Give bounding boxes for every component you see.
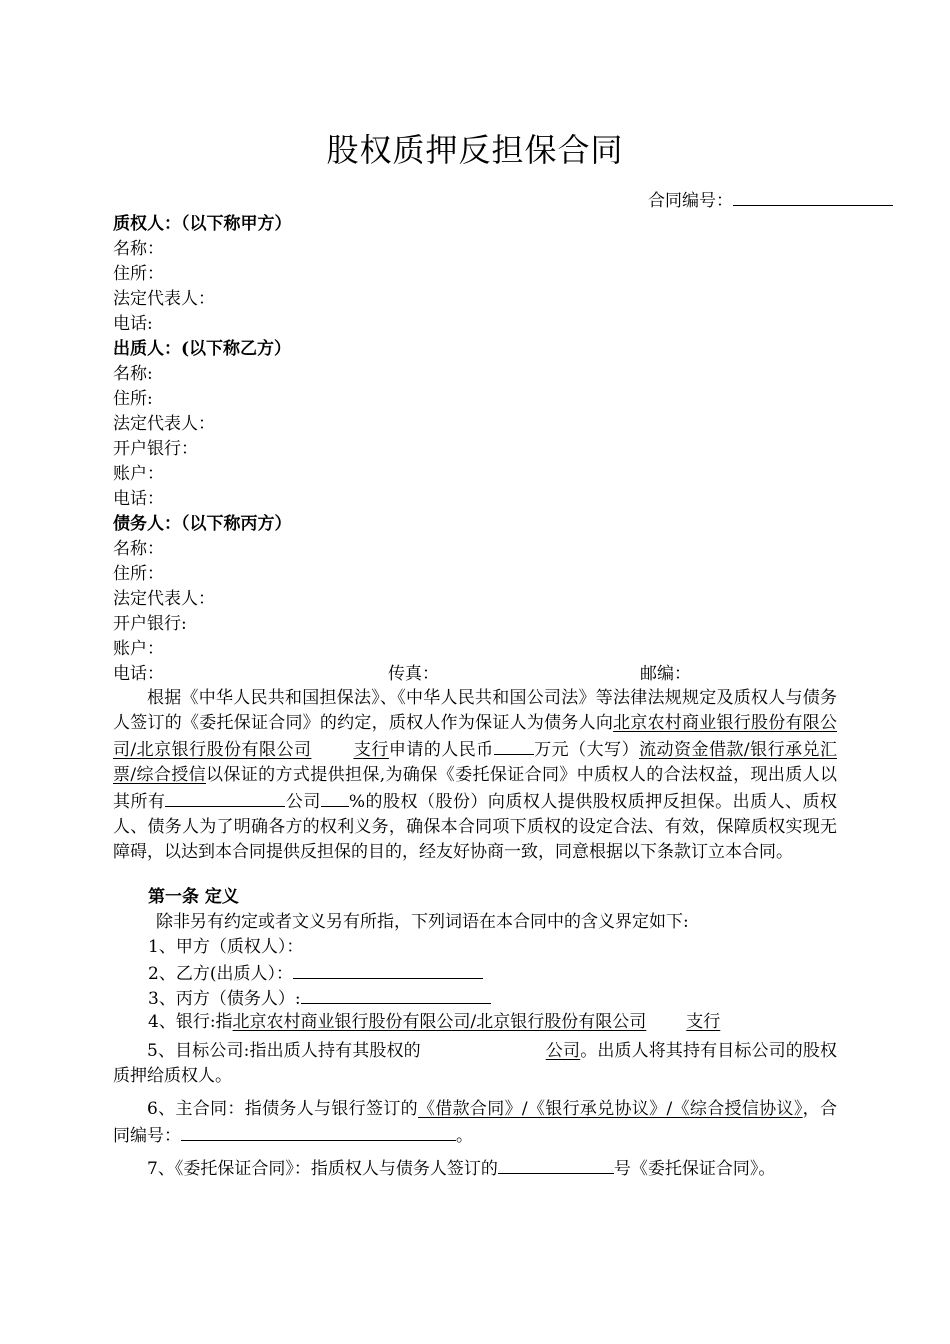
debtor-zip: 邮编： xyxy=(640,664,691,684)
def-6-text-c: 。 xyxy=(456,1126,473,1146)
debtor-bank: 开户银行: xyxy=(113,614,187,634)
def-4-label: 4、银行:指 xyxy=(148,1012,233,1032)
pledgor-address: 住所: xyxy=(113,389,153,409)
def-6 xyxy=(113,1097,837,1149)
def-1: 1、甲方（质权人）： xyxy=(148,937,304,957)
article1-lead: 除非另有约定或者文义另有所指，下列词语在本合同中的含义界定如下: xyxy=(156,912,689,932)
intro-text-3: 万元（大写） xyxy=(533,740,640,760)
def-5-text-a: 5、目标公司:指出质人持有其股权的 xyxy=(147,1041,421,1061)
pledgor-rep: 法定代表人： xyxy=(113,414,215,434)
intro-credit-type-underlined: 流动资金借款/银行承兑汇票/综合授信 xyxy=(113,740,838,785)
article1-heading: 第一条 定义 xyxy=(148,887,239,907)
contract-number-label: 合同编号： xyxy=(648,191,733,211)
pledgee-phone: 电话: xyxy=(113,314,153,334)
def-6-contracts-underlined: 《借款合同》/《银行承兑协议》/《综合授信协议》 xyxy=(417,1099,803,1119)
pledgee-address: 住所： xyxy=(113,264,164,284)
def-2-blank xyxy=(293,960,483,979)
def-4 xyxy=(148,1010,720,1034)
debtor-rep: 法定代表人： xyxy=(113,589,215,609)
def-3 xyxy=(148,985,491,1011)
def-6-text-a: 6、主合同：指债务人与银行签订的 xyxy=(147,1099,418,1119)
intro-text-5: 公司 xyxy=(285,792,321,812)
intro-text-1: 根据《中华人民共和国担保法》、《中华人民共和国公司法》等法律法规规定及质权人与债务人签订的《委托保证合同》的约定，质权人作为保证人为债务人向 xyxy=(113,688,837,733)
pledgor-heading: 出质人：(以下称乙方） xyxy=(113,339,292,359)
contract-number-blank xyxy=(733,187,893,206)
def-5-text-b: 。出质人将其持有目标公司的股权质押给质权人。 xyxy=(113,1041,838,1086)
debtor-account: 账户： xyxy=(113,639,164,659)
pledgee-name: 名称： xyxy=(113,239,164,259)
def-7-number-blank xyxy=(498,1155,614,1174)
def-7-text-b: 号《委托保证合同》。 xyxy=(613,1159,776,1179)
debtor-address: 住所： xyxy=(113,564,164,584)
intro-branch-underlined: 支行 xyxy=(353,740,389,760)
def-4-branch-underlined: 支行 xyxy=(686,1012,721,1032)
intro-text-4: 以保证的方式提供担保,为确保《委托保证合同》中质权人的合法权益，现出质人以其所有 xyxy=(113,765,837,812)
pledgor-name: 名称: xyxy=(113,364,153,384)
def-5 xyxy=(113,1039,837,1089)
intro-text-6: %的股权（股份）向质权人提供股权质押反担保。出质人、质权人、债务人为了明确各方的权利义务，确保本合同项下质权的设定合法、有效，保障质权实现无障碍，以达到本合同提供反担保的目的，经友好协商一致，同意根据以下条款订立本合同。 xyxy=(113,792,838,862)
def-5-company-underlined: 公司 xyxy=(545,1041,581,1061)
pledgor-account: 账户： xyxy=(113,464,164,484)
debtor-heading: 债务人：（以下称丙方） xyxy=(113,514,292,534)
debtor-fax: 传真： xyxy=(388,664,439,684)
def-2-label: 2、乙方(出质人）： xyxy=(148,964,293,984)
debtor-phone: 电话： xyxy=(113,664,164,684)
def-3-blank xyxy=(301,985,491,1004)
percent-blank xyxy=(321,788,349,807)
amount-blank xyxy=(494,736,534,755)
contract-number xyxy=(648,187,893,213)
pledgor-bank: 开户银行： xyxy=(113,439,198,459)
def-6-number-blank xyxy=(181,1122,456,1141)
def-2 xyxy=(148,960,483,986)
def-3-label: 3、丙方（债务人）: xyxy=(148,989,301,1009)
intro-paragraph xyxy=(113,686,837,865)
intro-bank-underlined: 北京农村商业银行股份有限公司/北京银行股份有限公司 xyxy=(113,713,838,760)
def-7 xyxy=(113,1155,837,1182)
pledgee-heading: 质权人：（以下称甲方） xyxy=(113,214,292,234)
def-4-bank-underlined: 北京农村商业银行股份有限公司/北京银行股份有限公司 xyxy=(232,1012,647,1032)
def-7-text-a: 7、《委托保证合同》：指质权人与债务人签订的 xyxy=(147,1159,498,1179)
def-6-text-b: ，合同编号： xyxy=(113,1099,837,1146)
pledgee-rep: 法定代表人： xyxy=(113,289,215,309)
pledgor-phone: 电话： xyxy=(113,489,164,509)
company-blank xyxy=(165,788,285,807)
debtor-name: 名称： xyxy=(113,539,164,559)
intro-text-2: 申请的人民币 xyxy=(388,740,494,760)
document-title: 股权质押反担保合同 xyxy=(326,131,624,169)
